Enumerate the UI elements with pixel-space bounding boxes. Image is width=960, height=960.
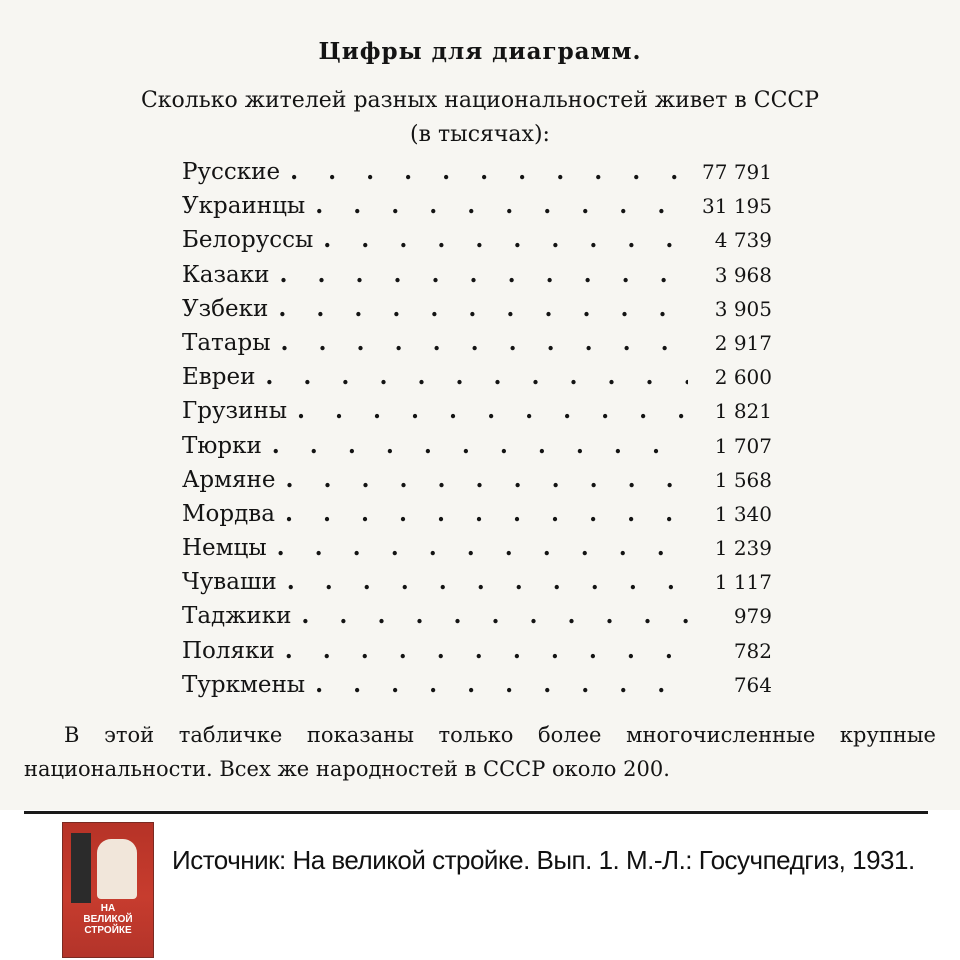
dot-leader <box>285 500 688 527</box>
population-value: 2 600 <box>714 365 772 390</box>
population-value: 1 707 <box>714 433 772 458</box>
subtitle-line-1: Сколько жителей разных национальностей живет в СССР <box>140 88 820 113</box>
book-cover-image <box>62 822 154 958</box>
cover-title: НА ВЕЛИКОЙ СТРОЙКЕ <box>83 903 133 936</box>
nationality-name: Казаки <box>182 261 270 288</box>
nationality-name: Мордва <box>182 500 275 527</box>
table-row <box>182 329 772 363</box>
table-row <box>182 226 772 260</box>
source-citation: Источник: На великой стройке. Вып. 1. М.-Л.: Госучпедгиз, 1931. <box>172 845 915 875</box>
nationality-name: Таджики <box>182 603 292 630</box>
population-value: 2 917 <box>714 330 772 355</box>
dot-leader <box>277 534 688 561</box>
table-row <box>182 466 772 500</box>
dot-leader <box>265 363 688 390</box>
table-row <box>182 671 772 705</box>
nationality-name: Туркмены <box>182 671 306 698</box>
population-value: 3 905 <box>714 296 772 321</box>
nationalities-table <box>182 158 772 705</box>
population-value: 979 <box>733 604 772 629</box>
nationality-name: Поляки <box>182 637 275 664</box>
table-row <box>182 295 772 329</box>
population-value: 1 821 <box>714 399 772 424</box>
nationality-name: Русские <box>182 159 281 185</box>
subtitle-line-2: (в тысячах): <box>410 122 550 147</box>
population-value: 4 739 <box>714 228 772 253</box>
table-row <box>182 363 772 397</box>
table-row <box>182 432 772 466</box>
nationality-name: Армяне <box>182 466 276 493</box>
nationality-name: Чуваши <box>182 569 277 596</box>
dot-leader <box>281 329 688 356</box>
dot-leader <box>285 637 688 664</box>
dot-leader <box>285 466 688 493</box>
page-heading: Цифры для диаграмм. <box>318 38 642 65</box>
table-row <box>182 192 772 226</box>
table-subtitle <box>0 84 960 152</box>
table-row <box>182 158 772 192</box>
population-value: 3 968 <box>714 262 772 287</box>
dot-leader <box>290 158 688 185</box>
nationality-name: Тюрки <box>182 432 262 459</box>
nationality-name: Немцы <box>182 535 267 562</box>
table-row <box>182 397 772 431</box>
population-value: 764 <box>733 672 772 697</box>
table-row <box>182 534 772 568</box>
nationality-name: Узбеки <box>182 295 269 322</box>
divider <box>24 811 928 814</box>
population-value: 31 195 <box>702 194 772 219</box>
nationality-name: Евреи <box>182 364 256 391</box>
dot-leader <box>315 192 688 219</box>
dot-leader <box>279 261 688 288</box>
population-value: 1 568 <box>714 467 772 492</box>
dot-leader <box>323 226 688 253</box>
dot-leader <box>315 671 688 698</box>
table-row <box>182 568 772 602</box>
dot-leader <box>297 397 688 424</box>
table-row <box>182 500 772 534</box>
population-value: 1 117 <box>714 570 772 595</box>
footnote: В этой табличке показаны только более многочисленные крупные национальности. Всех же народностей в СССР около 200. <box>24 723 936 781</box>
table-row <box>182 261 772 295</box>
table-row <box>182 602 772 636</box>
population-value: 1 340 <box>714 501 772 526</box>
dot-leader <box>287 568 688 595</box>
dot-leader <box>301 602 688 629</box>
population-value: 1 239 <box>714 536 772 561</box>
nationality-name: Украинцы <box>182 193 306 220</box>
nationality-name: Татары <box>182 329 271 356</box>
nationality-name: Белоруссы <box>182 227 314 254</box>
dot-leader <box>272 432 688 459</box>
dot-leader <box>278 295 688 322</box>
nationality-name: Грузины <box>182 398 287 425</box>
population-value: 77 791 <box>702 160 772 184</box>
table-row <box>182 637 772 671</box>
population-value: 782 <box>733 638 772 663</box>
